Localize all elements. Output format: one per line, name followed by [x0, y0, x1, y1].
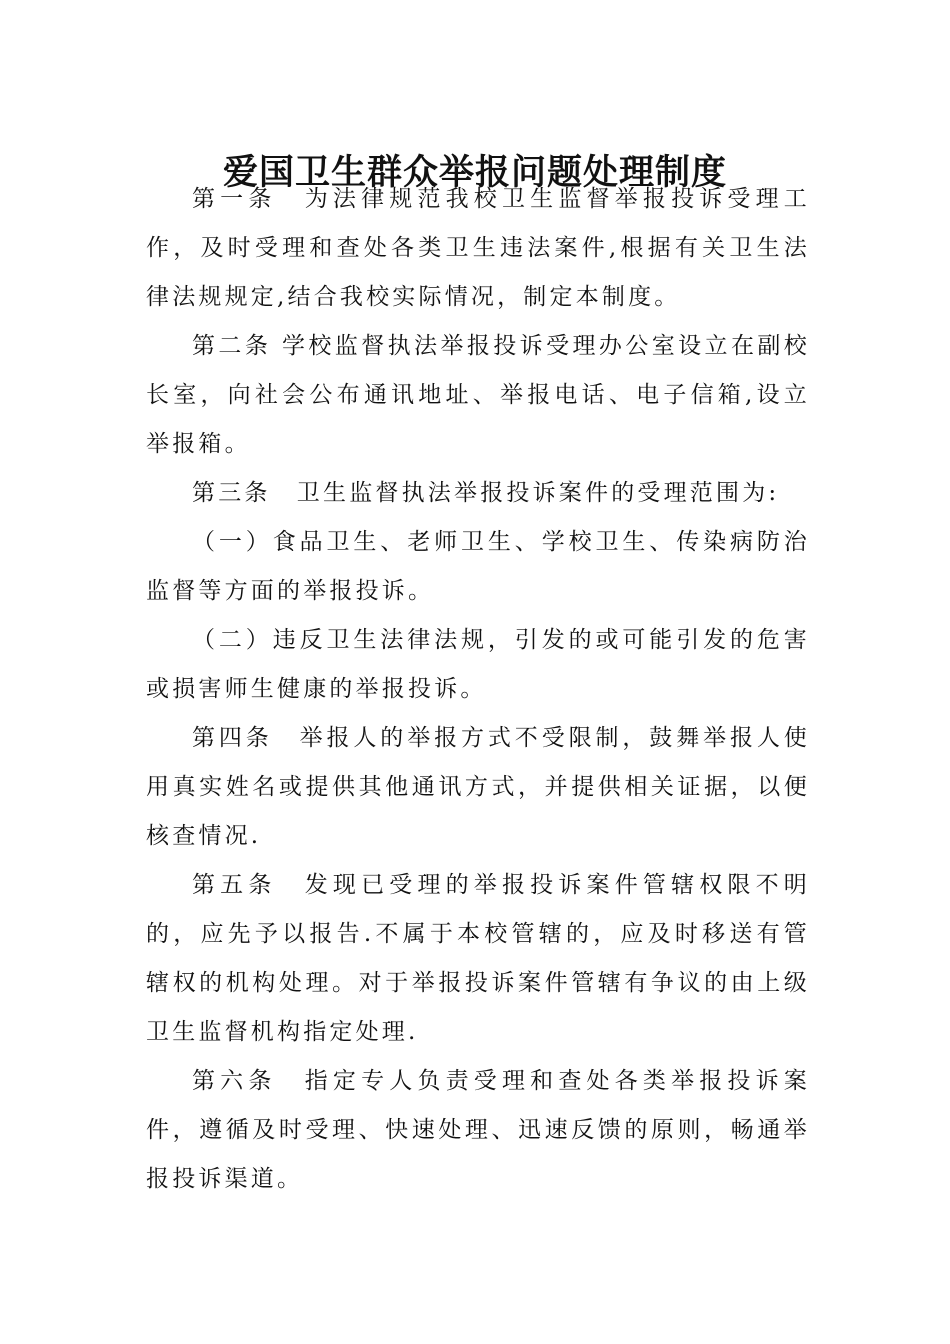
- article-5: 第五条 发现已受理的举报投诉案件管辖权限不明的，应先予以报告.不属于本校管辖的，应及时移送有管辖权的机构处理。对于举报投诉案件管辖有争议的由上级卫生监督机构指定处理.: [146, 872, 810, 1045]
- article-3-item-2: （二）违反卫生法律法规，引发的或可能引发的危害或损害师生健康的举报投诉。: [146, 627, 810, 702]
- article-4: 第四条 举报人的举报方式不受限制，鼓舞举报人使用真实姓名或提供其他通讯方式，并提供相关证据，以便核查情况.: [146, 725, 810, 849]
- article-3: 第三条 卫生监督执法举报投诉案件的受理范围为:: [192, 480, 780, 506]
- article-1: 第一条 为法律规范我校卫生监督举报投诉受理工作，及时受理和查处各类卫生违法案件,根据有关卫生法律法规规定,结合我校实际情况，制定本制度。: [146, 186, 810, 310]
- document-body: [146, 175, 810, 1204]
- article-3-item-1: （一）食品卫生、老师卫生、学校卫生、传染病防治监督等方面的举报投诉。: [146, 529, 810, 604]
- article-2: 第二条 学校监督执法举报投诉受理办公室设立在副校长室，向社会公布通讯地址、举报电话、电子信箱,设立举报箱。: [146, 333, 810, 457]
- article-6: 第六条 指定专人负责受理和查处各类举报投诉案件，遵循及时受理、快速处理、迅速反馈的原则，畅通举报投诉渠道。: [146, 1068, 810, 1192]
- document-title: 爱国卫生群众举报问题处理制度: [222, 153, 727, 194]
